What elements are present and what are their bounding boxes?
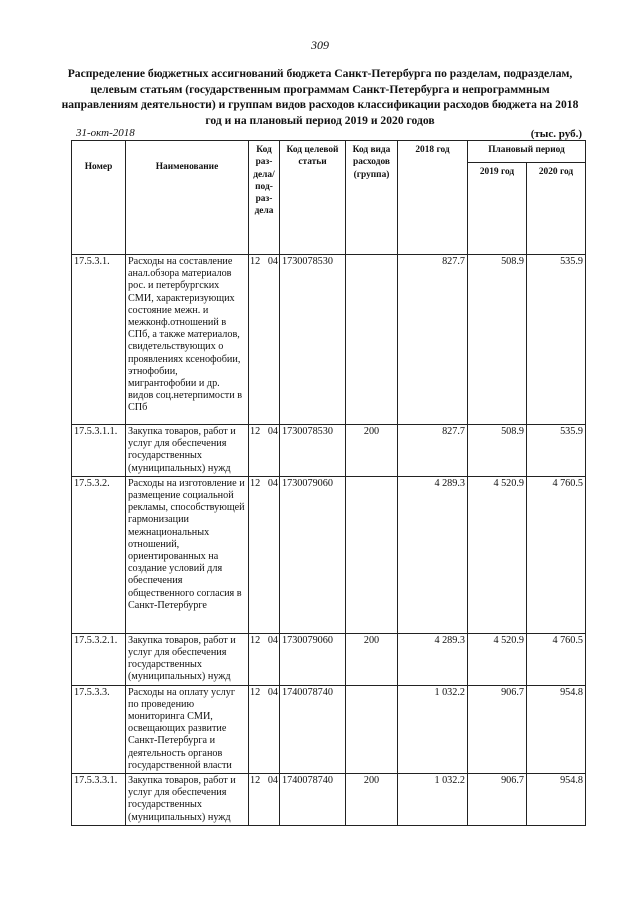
row-section-code: [249, 685, 280, 773]
row-name: Закупка товаров, работ и услуг для обеспечения государственных (муниципальных) нужд: [126, 425, 249, 477]
row-target-code: 1730078530: [280, 255, 346, 425]
row-expense-code: [346, 685, 398, 773]
subsection-code: 04: [267, 426, 278, 437]
row-name: Расходы на оплату услуг по проведению мониторинга СМИ, освещающих развитие Санкт-Петербурга и деятельность органов государственной власти: [126, 685, 249, 773]
row-value-2020: 535.9: [527, 255, 586, 425]
section-code: 12: [250, 775, 261, 787]
header-name: Наименование: [126, 141, 249, 255]
row-value-2018: 1 032.2: [398, 774, 468, 826]
section-code: 12: [250, 256, 261, 267]
header-2020: 2020 год: [527, 163, 586, 255]
row-value-2019: 4 520.9: [468, 476, 527, 633]
row-name: Закупка товаров, работ и услуг для обеспечения государственных (муниципальных) нужд: [126, 633, 249, 685]
row-name: Расходы на составление анал.обзора материалов рос. и петербургских СМИ, характеризующих состояние межн. и межконф.отношений в СПб, а также материалов, свидетельствующих о проявлениях ксенофобии, этнофобии, мигрантофобии и др. видов соц.нетерпимости в СПб: [126, 255, 249, 425]
section-code: 12: [250, 426, 261, 437]
row-expense-code: 200: [346, 633, 398, 685]
row-expense-code: [346, 476, 398, 633]
row-name: Расходы на изготовление и размещение социальной рекламы, способствующей гармонизации межнациональных отношений, ориентированных на создание условий для обеспечения общественного согласия в Санкт-Петербурге: [126, 476, 249, 633]
row-value-2019: 508.9: [468, 425, 527, 477]
row-value-2018: 1 032.2: [398, 685, 468, 773]
header-number: Номер: [72, 141, 126, 255]
row-number: 17.5.3.1.: [72, 255, 126, 425]
row-number: 17.5.3.3.1.: [72, 774, 126, 826]
row-value-2018: 4 289.3: [398, 633, 468, 685]
table-row: [72, 774, 586, 826]
subsection-code: 04: [267, 686, 278, 698]
section-code: 12: [250, 634, 261, 646]
row-expense-code: 200: [346, 774, 398, 826]
row-section-code: [249, 255, 280, 425]
subsection-code: 04: [267, 775, 278, 787]
header-target-code: Код целевой статьи: [280, 141, 346, 255]
row-number: 17.5.3.2.1.: [72, 633, 126, 685]
row-value-2018: 4 289.3: [398, 476, 468, 633]
page-number: 309: [311, 38, 329, 52]
row-target-code: 1730079060: [280, 633, 346, 685]
budget-table: [71, 140, 586, 826]
subsection-code: 04: [267, 256, 278, 267]
section-code: 12: [250, 477, 261, 489]
row-name: Закупка товаров, работ и услуг для обеспечения государственных (муниципальных) нужд: [126, 774, 249, 826]
row-value-2018: 827.7: [398, 425, 468, 477]
row-target-code: 1730078530: [280, 425, 346, 477]
row-value-2019: 906.7: [468, 774, 527, 826]
header-planned-period: Плановый период: [468, 141, 586, 163]
header-section-code: Код раз- дела/ под- раз- дела: [249, 141, 280, 255]
row-value-2020: 535.9: [527, 425, 586, 477]
row-number: 17.5.3.3.: [72, 685, 126, 773]
table-row: [72, 476, 586, 633]
units-label: (тыс. руб.): [530, 128, 582, 140]
row-value-2020: 4 760.5: [527, 476, 586, 633]
header-expense-code: Код вида расходов (группа): [346, 141, 398, 255]
row-section-code: [249, 425, 280, 477]
table-row: [72, 633, 586, 685]
row-value-2020: 954.8: [527, 774, 586, 826]
table-row: [72, 255, 586, 425]
header-2019: 2019 год: [468, 163, 527, 255]
row-number: 17.5.3.1.1.: [72, 425, 126, 477]
row-value-2019: 4 520.9: [468, 633, 527, 685]
row-section-code: [249, 774, 280, 826]
row-number: 17.5.3.2.: [72, 476, 126, 633]
row-value-2019: 508.9: [468, 255, 527, 425]
document-date: 31-окт-2018: [76, 127, 135, 139]
row-target-code: 1730079060: [280, 476, 346, 633]
document-title: Распределение бюджетных ассигнований бюджета Санкт-Петербурга по разделам, подразделам, целевым статьям (государственным программам Санкт-Петербурга и непрограммным направлениям деятельности) и группам видов расходов классификации расходов бюджета на 2018 год и на плановый период 2019 и 2020 годов: [61, 67, 579, 127]
row-target-code: 1740078740: [280, 685, 346, 773]
subsection-code: 04: [267, 634, 278, 646]
row-value-2020: 4 760.5: [527, 633, 586, 685]
subsection-code: 04: [267, 477, 278, 489]
section-code: 12: [250, 686, 261, 698]
table-body: [72, 255, 586, 826]
row-value-2018: 827.7: [398, 255, 468, 425]
row-value-2019: 906.7: [468, 685, 527, 773]
table-row: [72, 425, 586, 477]
table-row: [72, 685, 586, 773]
row-section-code: [249, 633, 280, 685]
row-target-code: 1740078740: [280, 774, 346, 826]
row-value-2020: 954.8: [527, 685, 586, 773]
row-expense-code: 200: [346, 425, 398, 477]
header-2018: 2018 год: [398, 141, 468, 255]
row-section-code: [249, 476, 280, 633]
row-expense-code: [346, 255, 398, 425]
